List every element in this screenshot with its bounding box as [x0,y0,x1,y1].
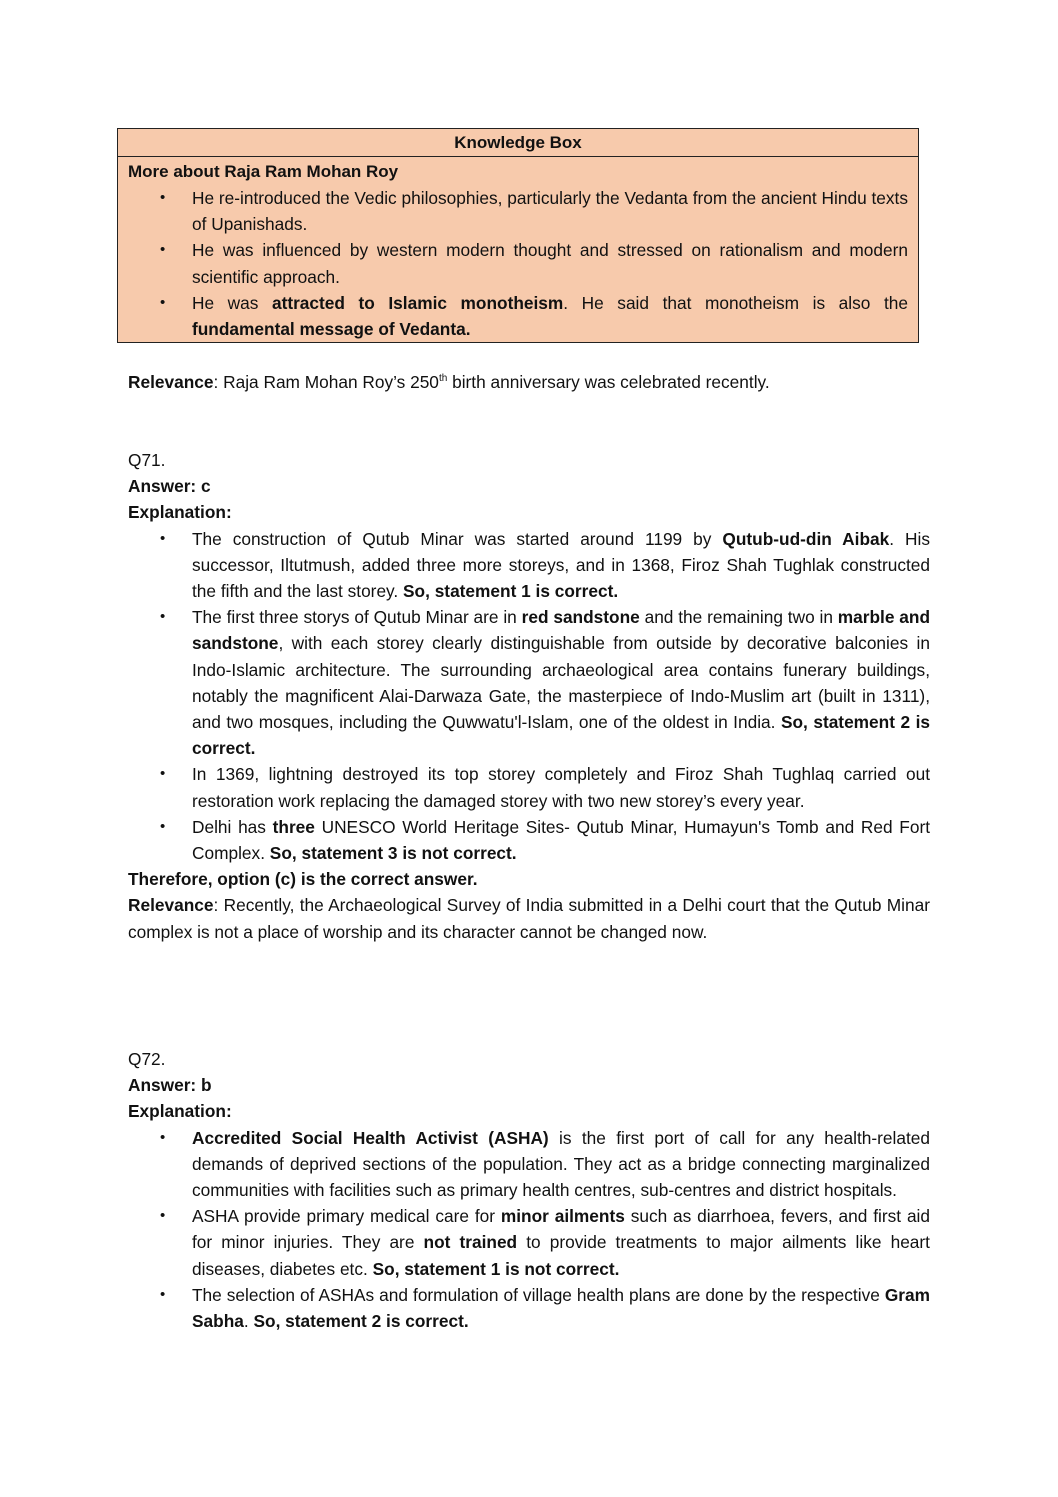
text: such as diarrhoea, fevers, and first aid for minor injuries. They are [192,1206,930,1253]
knowledge-box-subtitle: More about Raja Ram Mohan Roy [128,162,399,181]
question-72 [128,1046,930,1334]
bullet-icon: • [160,1207,166,1225]
relevance-text-before: : Raja Ram Mohan Roy’s 250 [213,372,439,392]
bold-text: Accredited Social Health Activist (ASHA) [192,1127,549,1148]
text: ASHA provide primary medical care for [192,1206,501,1227]
explanation-label: Explanation: [128,1101,232,1122]
bullet-item [128,604,930,761]
text: . His successor, Iltutmush, added three more storeys, and in 1368, Firoz Shah Tughlak constructed the fifth and the last storey. [192,528,931,602]
bullet-item [128,237,908,289]
bold-text: minor ailments [500,1206,625,1227]
text: The construction of Qutub Minar was started around 1199 by [192,528,723,549]
bold-text: marble and sandstone [192,607,930,654]
knowledge-box [117,128,919,343]
text: . He said that monotheism is also the [563,292,908,313]
bullet-item [128,185,908,237]
bold-text: three [272,816,315,837]
bullet-icon: • [160,1128,166,1146]
bold-text: So, statement 1 is correct. [403,581,619,602]
bullet-icon: • [160,608,166,626]
text: He was [192,292,272,313]
relevance-text: : Recently, the Archaeological Survey of India submitted in a Delhi court that the Qutub Minar complex is not a place of worship and its character cannot be changed now. [128,895,930,942]
text: to provide treatments to major ailments like heart diseases, diabetes etc. [192,1232,930,1279]
bullet-item [128,290,908,342]
relevance-raja-ram-mohan-roy [128,369,930,395]
bold-text: So, statement 1 is not correct. [372,1258,620,1279]
question-number: Q72. [128,1049,166,1069]
knowledge-box-bullets [128,185,908,342]
bold-text: attracted to Islamic monotheism [271,292,564,313]
bullet-icon: • [160,529,166,547]
bullet-icon: • [160,189,166,206]
relevance-text-after: birth anniversary was celebrated recently. [447,372,770,392]
bullet-icon: • [160,293,166,311]
bold-text: Qutub-ud-din Aibak [722,528,890,549]
bold-text: So, statement 2 is correct. [253,1311,469,1332]
text: . [243,1311,254,1332]
text: , with each storey clearly distinguishable from outside by decorative balconies in Indo-Islamic architecture. The surrounding archaeological area contains funerary buildings, notably the magnificent Alai-Darwaza Gate, the masterpiece of Indo-Muslim art (built in 1311), and two mosques, including the Quwwatu'l-Islam, one of the oldest in India. [192,633,930,733]
relevance-label: Relevance [128,372,214,392]
text: He was influenced by western modern thought and stressed on rationalism and modern scientific approach. [192,240,908,287]
answer: Answer: c [128,476,211,497]
bold-text: So, statement 3 is not correct. [269,843,517,864]
text: In 1369, lightning destroyed its top storey completely and Firoz Shah Tughlaq carried out restoration work replacing the damaged storey with two new storey’s every year. [192,764,930,811]
bold-text: red sandstone [521,607,640,628]
bullet-item [128,814,930,866]
bold-text: Gram Sabha [192,1284,930,1332]
bullet-icon: • [160,817,166,835]
bullet-item [128,1282,930,1334]
question-number: Q71. [128,450,166,470]
bold-text: So, statement 2 is correct. [192,712,930,759]
relevance-label: Relevance [128,895,214,916]
text: and the remaining two in [639,607,838,628]
bullet-item [128,526,930,605]
bullet-item [128,761,930,813]
bullet-icon: • [160,1285,166,1303]
text: The first three storys of Qutub Minar are in [192,607,522,628]
question-71 [128,447,930,945]
text: Delhi has [192,816,273,837]
answer: Answer: b [128,1075,212,1096]
knowledge-box-title: Knowledge Box [118,129,918,157]
conclusion: Therefore, option (c) is the correct answer. [128,869,478,890]
bullet-icon: • [160,241,166,259]
explanation-bullets [128,526,930,867]
text: The selection of ASHAs and formulation of village health plans are done by the respective [192,1284,885,1305]
text: is the first port of call for any health-related demands of deprived sections of the population. They act as a bridge connecting marginalized communities with facilities such as primary health centres, sub-centres and district hospitals. [192,1127,930,1201]
explanation-label: Explanation: [128,502,232,523]
text: UNESCO World Heritage Sites- Qutub Minar, Humayun's Tomb and Red Fort Complex. [192,816,930,864]
explanation-bullets [128,1125,930,1335]
bullet-icon: • [160,765,166,783]
bold-text: fundamental message of Vedanta. [192,319,471,340]
bullet-item [128,1203,930,1282]
bullet-item [128,1125,930,1204]
bold-text: not trained [423,1232,518,1253]
text: He re-introduced the Vedic philosophies, particularly the Vedanta from the ancient Hindu texts of Upanishads. [192,188,908,235]
relevance-superscript: th [438,373,448,385]
relevance-qutub-minar [128,892,930,944]
